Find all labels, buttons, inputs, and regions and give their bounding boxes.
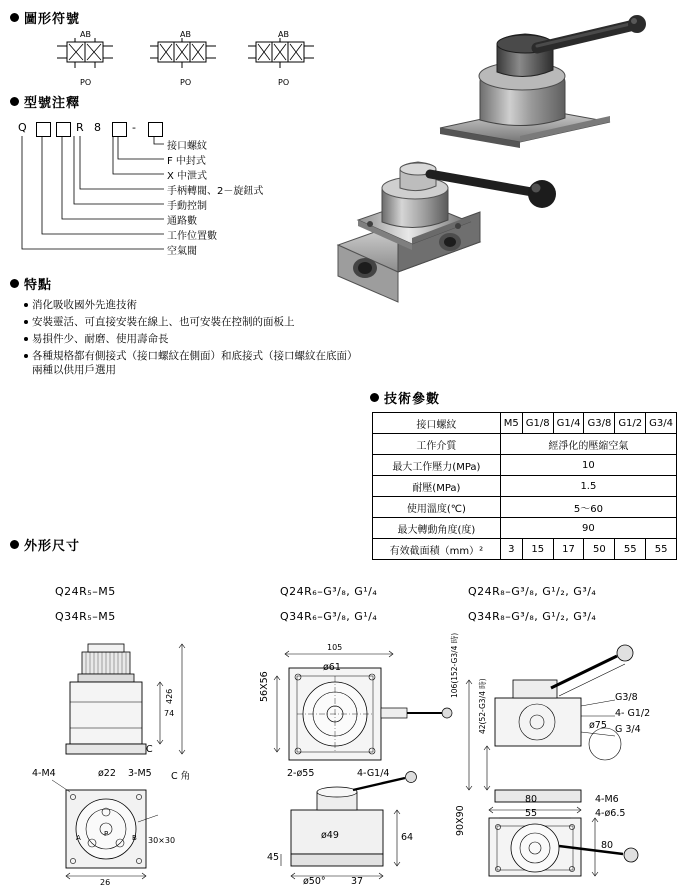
model-note-7: 空氣閥: [167, 246, 197, 257]
svg-text:426: 426: [165, 688, 174, 704]
dim-label-4m6: 4-M6: [595, 794, 619, 805]
table-row: 接口螺紋 M5 G1/8 G1/4 G3/8 G1/2 G3/4: [373, 413, 677, 434]
table-row: 耐壓(MPa) 1.5: [373, 476, 677, 497]
dim-label-4d65: 4-ø6.5: [595, 808, 626, 819]
table-row: 使用溫度(℃) 5～60: [373, 497, 677, 518]
bullet-icon: [10, 540, 19, 549]
model-note-2: X 中泄式: [167, 171, 208, 182]
dim-label-g34: G 3/4: [615, 724, 641, 735]
code-box-2: [56, 122, 71, 137]
dim-label-h80: 80: [601, 840, 614, 851]
bullet-icon: [370, 393, 379, 402]
svg-text:P: P: [104, 830, 109, 838]
product-photo-bottom: [320, 150, 580, 305]
dot-icon: [24, 303, 28, 307]
model-note-6: 工作位置數: [167, 231, 217, 242]
svg-text:A: A: [76, 834, 81, 842]
dimension-drawing-3: [450, 632, 685, 885]
svg-text:26: 26: [100, 878, 111, 885]
dim-label-w80: 80: [525, 794, 538, 805]
dim-model-2a: Q24R₆–G³/₈, G¹/₄: [280, 585, 378, 598]
list-item: 各種規格都有側接式（接口螺紋在側面）和底接式（接口螺紋在底面）兩種以供用戶選用: [24, 349, 354, 377]
spec-table: [372, 412, 677, 560]
bullet-icon: [10, 13, 19, 22]
dim-label-h45: 45: [267, 852, 280, 863]
model-note-3: 手柄轉閥、2－旋鈕式: [167, 186, 264, 197]
dim-label-d75: ø75: [589, 720, 607, 731]
dim-label-g38: G3/8: [615, 692, 638, 703]
dim-label-9090: 90X90: [455, 805, 466, 836]
dim-label-d22: ø22: [98, 768, 116, 779]
code-box-3: [112, 122, 127, 137]
dim-model-1b: Q34R₅–M5: [55, 610, 116, 623]
dot-icon: [24, 354, 28, 358]
table-row: 有效截面積（mm）² 3 15 17 50 55 55: [373, 539, 677, 560]
dim-label-h64: 64: [401, 832, 414, 843]
product-photo-top: [425, 10, 675, 150]
section-title-features: 特點: [10, 274, 52, 293]
section-title-dims: 外形尺寸: [10, 535, 80, 554]
dim-label-holes: 2-ø55: [287, 768, 315, 779]
dim-model-3a: Q24R₈–G³/₈, G¹/₂, G³/₄: [468, 585, 597, 598]
dim-model-3b: Q34R₈–G³/₈, G¹/₂, G³/₄: [468, 610, 597, 623]
model-note-5: 通路數: [167, 216, 197, 227]
dim-label-c-corner: C 角: [171, 771, 191, 782]
dim-label-37: 37: [351, 876, 364, 887]
dot-icon: [24, 337, 28, 341]
table-row: 最大轉動角度(度) 90: [373, 518, 677, 539]
dimension-drawing-1: [32, 640, 230, 885]
dim-label-3030: 30×30: [148, 836, 176, 845]
code-box-1: [36, 122, 51, 137]
list-item: 易損件少、耐磨、使用壽命長: [24, 332, 354, 346]
dim-model-1a: Q24R₅–M5: [55, 585, 116, 598]
dim-label-5656: 56X56: [259, 671, 270, 702]
dim-label-4g12: 4- G1/2: [615, 708, 651, 719]
dim-label-4m4: 4-M4: [32, 768, 56, 779]
model-note-1: F 中封式: [167, 156, 206, 167]
svg-text:B: B: [132, 834, 137, 842]
model-note-0: 接口螺紋: [167, 141, 207, 152]
dim-label-w55: 55: [525, 808, 538, 819]
table-row: 最大工作壓力(MPa) 10: [373, 455, 677, 476]
model-code-diagram: Q R 8 - 接口螺紋 F 中封式 X 中泄式 手柄轉閥、2－旋鈕式 手動控制 通路數 工作位置數 空氣閥: [18, 121, 264, 257]
section-title-specs: 技術參數: [370, 388, 440, 407]
list-item: 安裝靈活、可直接安裝在線上、也可安裝在控制的面板上: [24, 315, 354, 329]
section-title-model: 型號注釋: [10, 92, 80, 111]
dim-label-thread: 4-G1/4: [357, 768, 390, 779]
dim-label-c: C: [146, 744, 153, 755]
list-item: 消化吸收國外先進技術: [24, 298, 354, 312]
dim-label-left-h: 106(152-G3/4 時): [450, 632, 459, 698]
section-title-symbols: 圖形符號: [10, 8, 80, 27]
dim-label-d61: ø61: [323, 662, 341, 673]
model-note-4: 手動控制: [167, 201, 207, 212]
dim-label-d49: ø49: [321, 830, 339, 841]
dim-model-2b: Q34R₆–G³/₈, G¹/₄: [280, 610, 378, 623]
table-row: 工作介質 經淨化的壓縮空氣: [373, 434, 677, 455]
dim-label-right-h: 42(52-G3/4 時): [478, 678, 487, 734]
dim-label-ang50: ø50°: [303, 876, 326, 887]
dimension-drawing-2: [259, 640, 460, 887]
code-box-4: [148, 122, 163, 137]
features-list: [24, 298, 354, 380]
bullet-icon: [10, 279, 19, 288]
svg-text:105: 105: [327, 643, 343, 652]
bullet-icon: [10, 97, 19, 106]
dot-icon: [24, 320, 28, 324]
dim-label-3m5: 3-M5: [128, 768, 152, 779]
svg-text:74: 74: [164, 709, 175, 718]
